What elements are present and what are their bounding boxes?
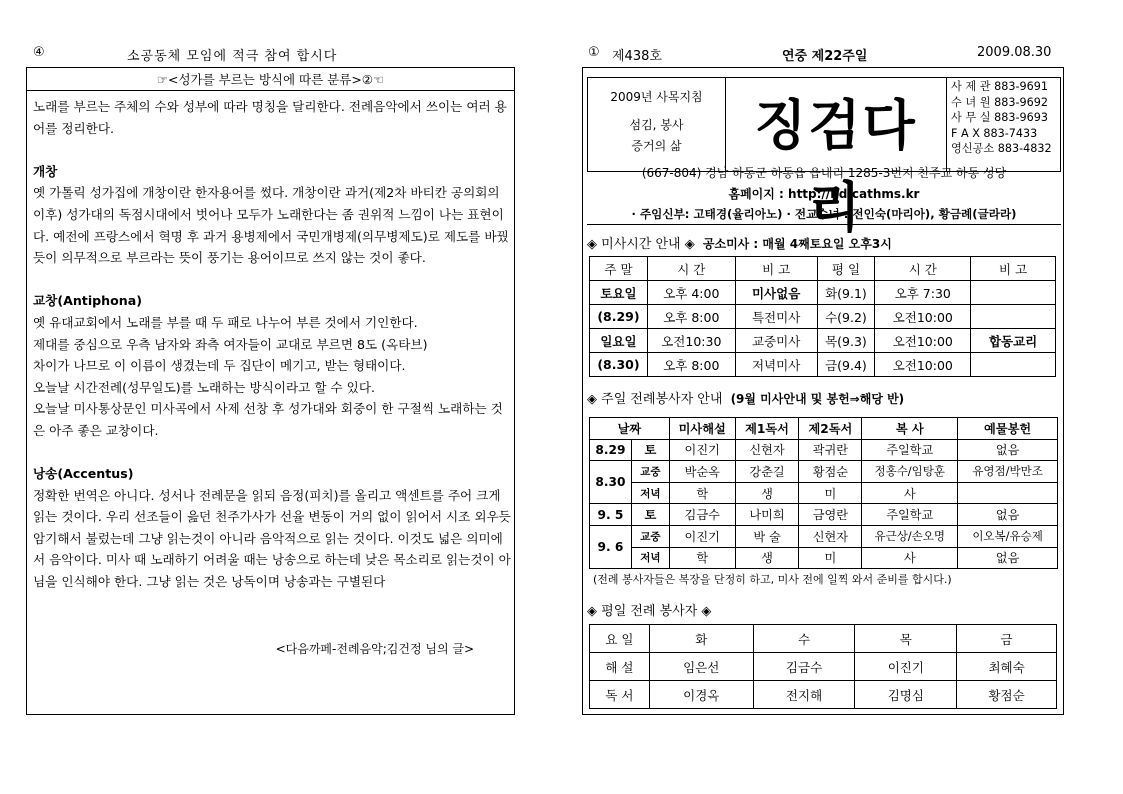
cell: 오후 4:00 [647, 281, 735, 305]
column-header: 평 일 [817, 257, 875, 281]
cell: 주일학교 [862, 504, 958, 526]
bulletin-logo: 징검다리 [754, 93, 917, 239]
contact-list [946, 78, 1060, 171]
cell: 오전10:00 [875, 329, 971, 353]
table-header-row [590, 625, 1057, 653]
column-header: 시 간 [875, 257, 971, 281]
section-line: 제대를 중심으로 우측 남자와 좌측 여자들이 교대로 부르면 8도 (옥타브) [33, 336, 428, 352]
cell: 유근상/손오명 [862, 525, 958, 547]
section-line: 옛 유대교회에서 노래를 부를 때 두 패로 나누어 부른 것에서 기인한다. [33, 314, 418, 330]
cell: 강춘길 [735, 461, 799, 483]
cell: 최혜숙 [957, 653, 1057, 681]
cell: 신현자 [735, 439, 799, 461]
table-row [590, 653, 1057, 681]
section-title: ◈ 미사시간 안내 ◈ [587, 237, 695, 252]
cell: 독 서 [590, 681, 650, 709]
table-row [590, 482, 1058, 504]
column-header: 비 고 [735, 257, 817, 281]
cell: 김금수 [669, 504, 735, 526]
cell: 사 [862, 482, 958, 504]
table-row [590, 547, 1058, 569]
cell: (8.30) [590, 353, 648, 377]
table-row [590, 504, 1058, 526]
cell: 생 [735, 547, 799, 569]
cell: 이경옥 [649, 681, 753, 709]
contact-line: 수 녀 원 883-9692 [951, 95, 1048, 109]
issue-date: 2009.08.30 [977, 45, 1052, 60]
cell: 김금수 [753, 653, 855, 681]
cell: 미 [799, 482, 862, 504]
column-header: 금 [957, 625, 1057, 653]
cell: 미 [799, 547, 862, 569]
cell: 없음 [958, 439, 1058, 461]
column-header: 미사해설 [669, 418, 735, 440]
mass-times-heading [587, 233, 892, 252]
cell: 나미희 [735, 504, 799, 526]
table-header-row [590, 418, 1058, 440]
liturgical-season: 연중 제22주일 [782, 49, 868, 64]
church-address: (667-804) 경남 하동군 하동읍 읍내리 1285-3번지 천주교 하동 성당 [641, 166, 1007, 180]
cell: 신현자 [799, 525, 862, 547]
section-line: 오늘날 시간전례(성무일도)를 노래하는 방식이라고 할 수 있다. [33, 379, 375, 395]
cell: 곽귀란 [799, 439, 862, 461]
cell: 저녁 [631, 547, 669, 569]
section-subtitle: (9월 미사안내 및 봉헌⇒해당 반) [730, 392, 905, 406]
cell: 생 [735, 482, 799, 504]
cell: 이진기 [855, 653, 957, 681]
cell: 유영점/박만조 [958, 461, 1058, 483]
cell [971, 353, 1056, 377]
table-row [590, 525, 1058, 547]
table-row [590, 329, 1056, 353]
cell: 저녁 [631, 482, 669, 504]
title-divider [27, 90, 514, 91]
cell: 합동교리 [971, 329, 1056, 353]
table-row [590, 305, 1056, 329]
column-header: 수 [753, 625, 855, 653]
cell: 오후 8:00 [647, 305, 735, 329]
cell: 저녁미사 [735, 353, 817, 377]
section-title: ◈ 주일 전례봉사자 안내 [587, 392, 723, 407]
divider [587, 224, 1061, 225]
contact-line: 사 제 관 883-9691 [951, 80, 1048, 93]
contact-line: F A X 883-7433 [951, 126, 1038, 140]
section-line: 오늘날 미사통상문인 미사곡에서 사제 선창 후 성가대와 회중이 한 구절씩 노래하는 것은 아주 좋은 교창이다. [33, 401, 503, 438]
section-heading: 개창 [33, 163, 58, 179]
cell: 교중 [631, 525, 669, 547]
weekday-heading: ◈ 평일 전례 봉사자 ◈ [587, 604, 712, 619]
cell: 사 [862, 547, 958, 569]
issue-number: 제438호 [612, 49, 662, 64]
article-title: ☞<성가를 부르는 방식에 따른 분류>②☜ [156, 72, 385, 87]
article-credit: <다음까페-전례음악;김건정 님의 글> [275, 642, 474, 656]
contact-line: 영신공소 883-4832 [951, 142, 1052, 156]
section-heading: 교창(Antiphona) [33, 293, 142, 309]
motto-year: 2009년 사목지침 [610, 90, 703, 104]
column-header: 시 간 [647, 257, 735, 281]
cell: 일요일 [590, 329, 648, 353]
date-cell: 9. 6 [590, 525, 632, 568]
cell: (8.29) [590, 305, 648, 329]
cell [971, 305, 1056, 329]
cell: 금영란 [799, 504, 862, 526]
cell: 정홍수/임탕훈 [862, 461, 958, 483]
column-header: 주 말 [590, 257, 648, 281]
cell: 수(9.2) [817, 305, 875, 329]
table-row [590, 439, 1058, 461]
table-header-row [590, 257, 1056, 281]
column-header: 비 고 [971, 257, 1056, 281]
homepage-link[interactable]: 홈페이지 : http://hd.cathms.kr [728, 187, 920, 201]
cell: 금(9.4) [817, 353, 875, 377]
motto-line: 섬김, 봉사 [629, 118, 684, 132]
column-header: 예물봉헌 [958, 418, 1058, 440]
servers-heading [587, 388, 904, 407]
cell: 오전10:00 [875, 353, 971, 377]
cell: 오전10:00 [875, 305, 971, 329]
pastoral-motto [588, 78, 726, 171]
cell: 화(9.1) [817, 281, 875, 305]
left-slogan: 소공동체 모임에 적극 참여 합시다 [127, 49, 338, 64]
cell: 미사없음 [735, 281, 817, 305]
table-row [590, 681, 1057, 709]
cell [958, 482, 1058, 504]
article-intro: 노래를 부르는 주체의 수와 성부에 따라 명칭을 달리한다. 전례음악에서 쓰이는 여러 용어를 정리한다. [33, 99, 507, 136]
cell: 박순옥 [669, 461, 735, 483]
cell: 이진기 [669, 439, 735, 461]
staff-info: · 주임신부: 고태경(율리아노) · 전교수녀 : 전인숙(마리아), 황금례(글라라) [631, 207, 1017, 221]
servers-note: (전례 봉사자들은 복장을 단정히 하고, 미사 전에 일찍 와서 준비를 합시다.) [593, 573, 952, 586]
cell: 황점순 [957, 681, 1057, 709]
bulletin-panel [582, 67, 1064, 715]
cell: 특전미사 [735, 305, 817, 329]
column-header: 화 [649, 625, 753, 653]
date-cell: 8.30 [590, 461, 632, 504]
cell: 오후 7:30 [875, 281, 971, 305]
cell: 목(9.3) [817, 329, 875, 353]
section-heading: 낭송(Accentus) [33, 466, 134, 482]
cell: 이오복/유승제 [958, 525, 1058, 547]
column-header: 복 사 [862, 418, 958, 440]
column-header: 제2독서 [799, 418, 862, 440]
motto-line: 증거의 삶 [631, 139, 682, 153]
table-row [590, 281, 1056, 305]
cell: 교중 [631, 461, 669, 483]
right-page-number: ① [588, 45, 600, 60]
weekday-servers-table [589, 624, 1057, 709]
column-header: 제1독서 [735, 418, 799, 440]
section-line: 차이가 나므로 이 이름이 생겼는데 두 집단이 메기고, 받는 형태이다. [33, 358, 406, 374]
section-paragraph: 옛 가톨릭 성가집에 개창이란 한자용어를 썼다. 개창이란 과거(제2차 바티칸 공의회의 이후) 성가대의 독점시대에서 벗어나 모두가 노래한다는 좀 권위적 느낌이 나는 표현이다. 예전에 프랑스에서 혁명 후 과거 용병제에서 국민개병제(의무병제도)로 제도를 바꿨듯이 의무적으로 부르라는 뜻이 풍기는 용어이므로 쓰지 않는 것이 좋다. [33, 185, 509, 266]
column-header: 요 일 [590, 625, 650, 653]
date-cell: 8.29 [590, 439, 632, 461]
cell: 학 [669, 482, 735, 504]
article-body [33, 96, 511, 593]
cell: 학 [669, 547, 735, 569]
cell: 박 술 [735, 525, 799, 547]
column-header: 목 [855, 625, 957, 653]
cell: 교중미사 [735, 329, 817, 353]
cell: 토 [631, 504, 669, 526]
cell: 오전10:30 [647, 329, 735, 353]
mass-times-table [589, 256, 1056, 377]
cell [971, 281, 1056, 305]
cell: 없음 [958, 504, 1058, 526]
section-subtitle: 공소미사 : 매월 4째토요일 오후3시 [702, 237, 892, 251]
column-header: 날짜 [590, 418, 670, 440]
cell: 주일학교 [862, 439, 958, 461]
contact-line: 사 무 실 883-9693 [951, 111, 1048, 125]
cell: 없음 [958, 547, 1058, 569]
table-row [590, 353, 1056, 377]
cell: 김명심 [855, 681, 957, 709]
left-page-number: ④ [33, 45, 45, 60]
cell: 토 [631, 439, 669, 461]
table-row [590, 461, 1058, 483]
article-panel [26, 67, 515, 715]
section-paragraph: 정확한 번역은 아니다. 성서나 전례문을 읽되 음정(피치)를 올리고 액센트를 주어 크게 읽는 것이다. 우리 선조들이 읊던 천주가사가 선율 변동이 거의 없이 읽어서 시조 외우듯 암기해서 불렀는데 그냥 읽는것이 아니라 음악적으로 읽는 것이다. 이것도 넓은 의미에서 음악이다. 미사 때 노래하기 어려울 때는 낭송으로 하는데 낮은 목소리로 읽는것이 아님을 인식해야 한다. 그냥 읽는 것은 낭독이며 낭송과는 구별된다 [33, 487, 511, 590]
cell: 토요일 [590, 281, 648, 305]
cell: 황점순 [799, 461, 862, 483]
sunday-servers-table [589, 417, 1058, 569]
cell: 이진기 [669, 525, 735, 547]
cell: 전지해 [753, 681, 855, 709]
cell: 해 설 [590, 653, 650, 681]
cell: 오후 8:00 [647, 353, 735, 377]
cell: 임은선 [649, 653, 753, 681]
date-cell: 9. 5 [590, 504, 632, 526]
